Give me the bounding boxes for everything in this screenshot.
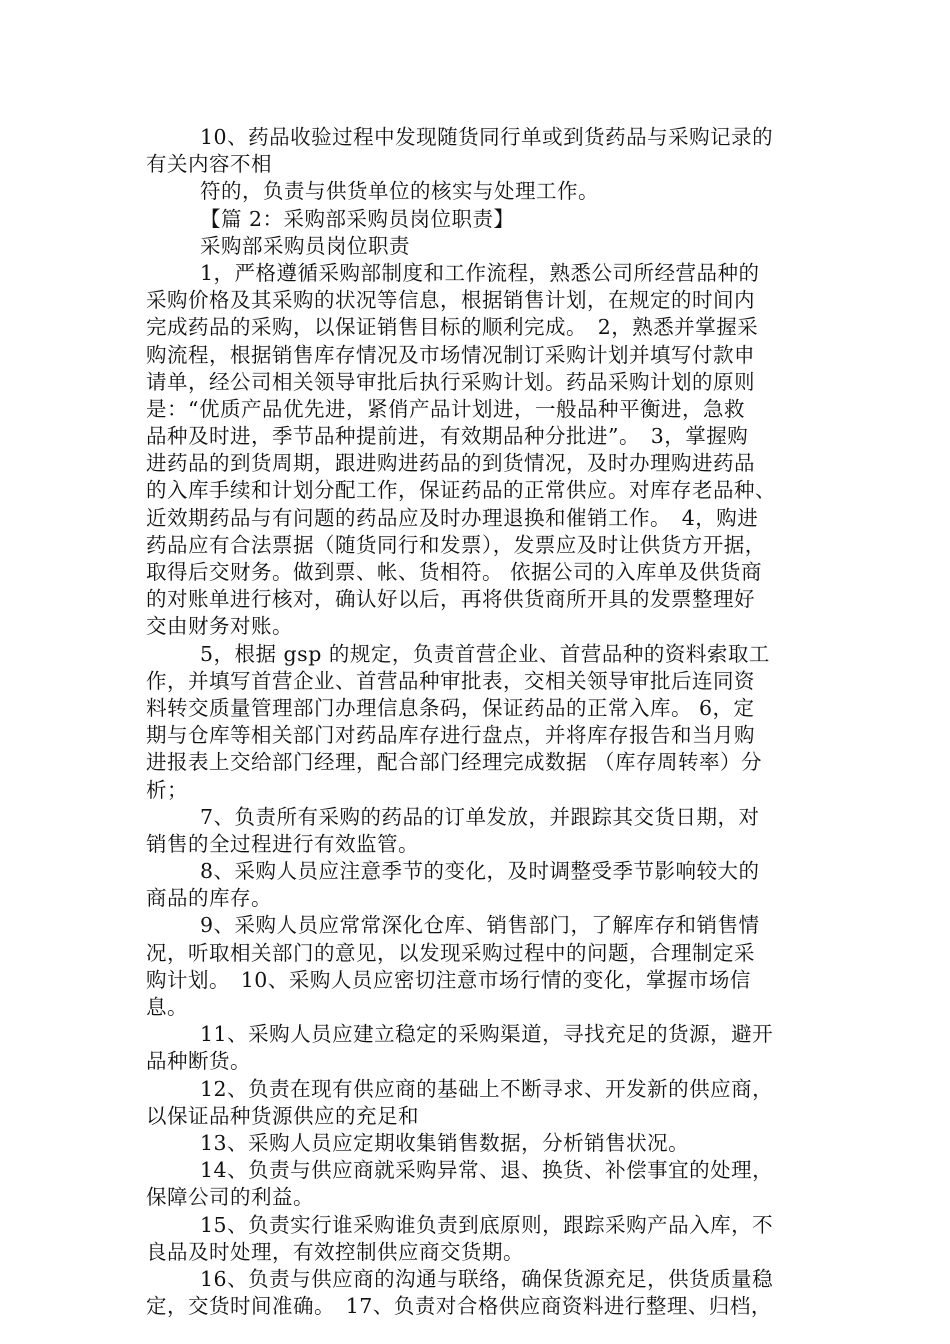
text-line: 药品应有合法票据（随货同行和发票），发票应及时让供货方开据， (146, 532, 766, 557)
text-line: 取得后交财务。做到票、帐、货相符。 依据公司的入库单及供货商 (146, 560, 763, 584)
text-line: 请单，经公司相关领导审批后执行采购计划。药品采购计划的原则 (146, 369, 755, 394)
text-line: 采购价格及其采购的状况等信息，根据销售计划，在规定的时间内 (146, 288, 755, 313)
text-line: 12、负责在现有供应商的基础上不断寻求、开发新的供应商， (200, 1076, 774, 1101)
text-line: 进报表上交给部门经理，配合部门经理完成数据 （库存周转率）分 (146, 750, 763, 775)
text-line: 息。 (146, 995, 188, 1019)
text-line: 定，交货时间准确。 17、负责对合格供应商资料进行整理、归档， (146, 1294, 772, 1319)
text-line: 8、采购人员应注意季节的变化，及时调整受季节影响较大的 (200, 859, 760, 884)
text-line: 购计划。 10、采购人员应密切注意市场行情的变化，掌握市场信 (146, 967, 751, 992)
text-line: 5，根据 gsp 的规定，负责首营企业、首营品种的资料索取工 (200, 641, 770, 666)
text-line: 品种断货。 (146, 1049, 251, 1074)
text-line: 9、采购人员应常常深化仓库、销售部门，了解库存和销售情 (200, 913, 760, 938)
text-line: 良品及时处理，有效控制供应商交货期。 (146, 1239, 524, 1264)
text-line: 有关内容不相 (146, 152, 272, 177)
text-line: 是：“优质产品优先进，紧俏产品计划进，一般品种平衡进，急救 (146, 396, 745, 421)
text-line: 析； (146, 777, 188, 802)
text-line: 【篇 2：采购部采购员岗位职责】 (200, 206, 515, 231)
text-line: 保障公司的利益。 (146, 1185, 314, 1210)
text-line: 采购部采购员岗位职责 (200, 233, 410, 258)
text-line: 的对账单进行核对，确认好以后，再将供货商所开具的发票整理好 (146, 587, 755, 612)
text-line: 以保证品种货源供应的充足和 (146, 1103, 419, 1128)
text-line: 作，并填写首营企业、首营品种审批表，交相关领导审批后连同资 (146, 668, 755, 693)
text-line: 1，严格遵循采购部制度和工作流程，熟悉公司所经营品种的 (200, 260, 760, 285)
text-line: 7、负责所有采购的药品的订单发放，并跟踪其交货日期，对 (200, 804, 760, 829)
text-line: 交由财务对账。 (146, 614, 293, 639)
text-line: 购流程，根据销售库存情况及市场情况制订采购计划并填写付款申 (146, 342, 755, 367)
document-body (146, 124, 810, 1320)
text-line: 销售的全过程进行有效监管。 (146, 831, 419, 856)
text-line: 16、负责与供应商的沟通与联络，确保货源充足，供货质量稳 (200, 1266, 774, 1291)
text-line: 况，听取相关部门的意见，以发现采购过程中的问题，合理制定采 (146, 940, 755, 965)
text-line: 14、负责与供应商就采购异常、退、换货、补偿事宜的处理， (200, 1158, 774, 1183)
text-line: 商品的库存。 (146, 886, 272, 911)
text-line: 的入库手续和计划分配工作，保证药品的正常供应。对库存老品种、 (146, 478, 776, 503)
text-line: 进药品的到货周期，跟进购进药品的到货情况，及时办理购进药品 (146, 451, 755, 476)
text-line: 13、采购人员应定期收集销售数据，分析销售状况。 (200, 1130, 690, 1155)
text-line: 11、采购人员应建立稳定的采购渠道，寻找充足的货源，避开 (200, 1022, 774, 1047)
text-line: 近效期药品与有问题的药品应及时办理退换和催销工作。 4，购进 (146, 505, 759, 530)
text-line: 符的，负责与供货单位的核实与处理工作。 (200, 179, 599, 204)
text-line: 10、药品收验过程中发现随货同行单或到货药品与采购记录的 (200, 125, 774, 149)
text-line: 完成药品的采购，以保证销售目标的顺利完成。 2，熟悉并掌握采 (146, 315, 759, 340)
text-line: 期与仓库等相关部门对药品库存进行盘点，并将库存报告和当月购 (146, 723, 755, 748)
text-line: 15、负责实行谁采购谁负责到底原则，跟踪采购产品入库，不 (200, 1212, 774, 1237)
text-line: 料转交质量管理部门办理信息条码，保证药品的正常入库。 6，定 (146, 695, 755, 720)
text-line: 品种及时进，季节品种提前进，有效期品种分批进”。 3，掌握购 (146, 424, 749, 449)
